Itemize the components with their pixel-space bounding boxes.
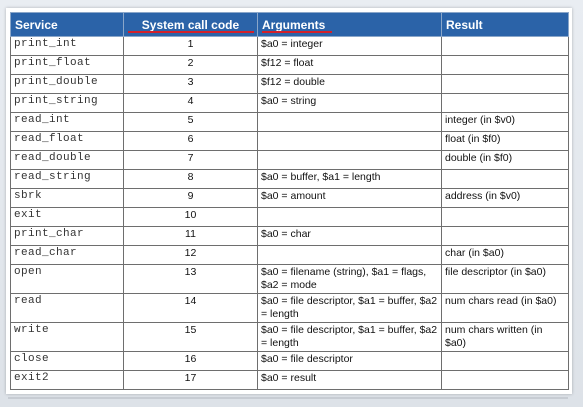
header-row	[11, 13, 569, 37]
header-arguments-label: Arguments	[262, 17, 326, 32]
header-service-label: Service	[15, 17, 58, 32]
result-cell: address (in $v0)	[442, 189, 569, 208]
code-cell: 8	[124, 170, 258, 189]
arguments-cell: $a0 = char	[258, 227, 442, 246]
table-row	[11, 151, 569, 170]
arguments-cell: $a0 = file descriptor, $a1 = buffer, $a2 = length	[258, 323, 442, 352]
service-cell: write	[11, 323, 124, 352]
table-row	[11, 75, 569, 94]
table-row	[11, 189, 569, 208]
syscall-table-sheet	[6, 8, 572, 394]
arguments-cell: $f12 = double	[258, 75, 442, 94]
table-row	[11, 56, 569, 75]
arguments-cell: $a0 = filename (string), $a1 = flags, $a2 = mode	[258, 265, 442, 294]
arguments-cell	[258, 208, 442, 227]
result-cell: float (in $f0)	[442, 132, 569, 151]
table-row	[11, 265, 569, 294]
result-cell	[442, 56, 569, 75]
table-row	[11, 37, 569, 56]
service-cell: read_string	[11, 170, 124, 189]
code-cell: 16	[124, 352, 258, 371]
service-cell: read_float	[11, 132, 124, 151]
table-row	[11, 208, 569, 227]
header-service	[11, 13, 124, 37]
table-row	[11, 294, 569, 323]
code-cell: 3	[124, 75, 258, 94]
result-cell: num chars read (in $a0)	[442, 294, 569, 323]
result-cell	[442, 208, 569, 227]
arguments-cell: $a0 = integer	[258, 37, 442, 56]
code-cell: 5	[124, 113, 258, 132]
arguments-cell: $a0 = result	[258, 371, 442, 390]
arguments-cell	[258, 113, 442, 132]
arguments-cell	[258, 246, 442, 265]
header-result	[442, 13, 569, 37]
service-cell: read_char	[11, 246, 124, 265]
result-cell: file descriptor (in $a0)	[442, 265, 569, 294]
result-cell: integer (in $v0)	[442, 113, 569, 132]
code-cell: 4	[124, 94, 258, 113]
code-cell: 6	[124, 132, 258, 151]
header-result-label: Result	[446, 17, 483, 32]
code-cell: 1	[124, 37, 258, 56]
code-cell: 10	[124, 208, 258, 227]
service-cell: exit2	[11, 371, 124, 390]
table-body	[11, 37, 569, 390]
arguments-cell: $a0 = file descriptor	[258, 352, 442, 371]
result-cell: double (in $f0)	[442, 151, 569, 170]
result-cell	[442, 170, 569, 189]
header-code	[124, 13, 258, 37]
header-arguments-underline	[262, 31, 332, 33]
arguments-cell	[258, 132, 442, 151]
service-cell: print_string	[11, 94, 124, 113]
table-header	[11, 13, 569, 37]
service-cell: print_float	[11, 56, 124, 75]
code-cell: 9	[124, 189, 258, 208]
service-cell: read_double	[11, 151, 124, 170]
result-cell	[442, 371, 569, 390]
syscall-table	[10, 12, 569, 390]
table-row	[11, 227, 569, 246]
result-cell: char (in $a0)	[442, 246, 569, 265]
code-cell: 14	[124, 294, 258, 323]
result-cell	[442, 37, 569, 56]
code-cell: 17	[124, 371, 258, 390]
service-cell: sbrk	[11, 189, 124, 208]
table-row	[11, 371, 569, 390]
arguments-cell: $a0 = file descriptor, $a1 = buffer, $a2 = length	[258, 294, 442, 323]
table-row	[11, 246, 569, 265]
header-code-label: System call code	[141, 17, 240, 32]
service-cell: close	[11, 352, 124, 371]
result-cell	[442, 227, 569, 246]
result-cell	[442, 352, 569, 371]
result-cell: num chars written (in $a0)	[442, 323, 569, 352]
table-row	[11, 132, 569, 151]
service-cell: print_int	[11, 37, 124, 56]
table-row	[11, 352, 569, 371]
header-code-underline	[128, 31, 254, 33]
service-cell: print_char	[11, 227, 124, 246]
service-cell: open	[11, 265, 124, 294]
code-cell: 12	[124, 246, 258, 265]
result-cell	[442, 75, 569, 94]
arguments-cell: $a0 = buffer, $a1 = length	[258, 170, 442, 189]
table-row	[11, 94, 569, 113]
arguments-cell: $a0 = amount	[258, 189, 442, 208]
arguments-cell: $a0 = string	[258, 94, 442, 113]
service-cell: print_double	[11, 75, 124, 94]
code-cell: 13	[124, 265, 258, 294]
code-cell: 11	[124, 227, 258, 246]
bottom-edge	[8, 397, 568, 399]
code-cell: 2	[124, 56, 258, 75]
table-row	[11, 323, 569, 352]
result-cell	[442, 94, 569, 113]
arguments-cell	[258, 151, 442, 170]
code-cell: 7	[124, 151, 258, 170]
header-arguments	[258, 13, 442, 37]
service-cell: read_int	[11, 113, 124, 132]
table-row	[11, 170, 569, 189]
table-row	[11, 113, 569, 132]
code-cell: 15	[124, 323, 258, 352]
service-cell: exit	[11, 208, 124, 227]
service-cell: read	[11, 294, 124, 323]
arguments-cell: $f12 = float	[258, 56, 442, 75]
